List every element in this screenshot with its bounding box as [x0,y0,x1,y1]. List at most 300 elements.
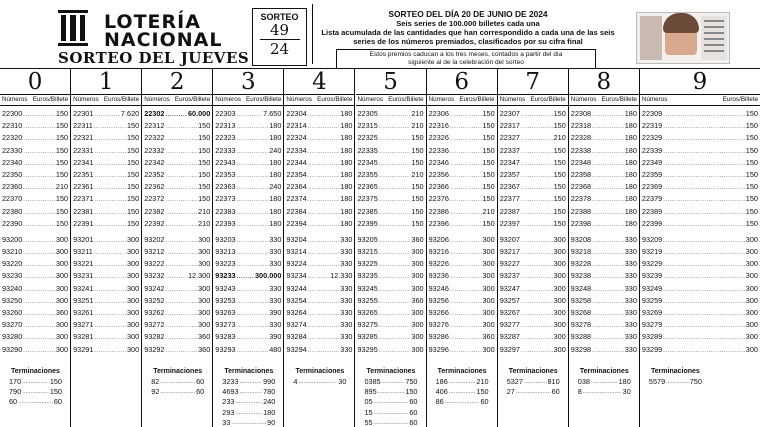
ticket-number: 22310 [2,121,23,131]
result-row [286,218,352,230]
dot-leader [23,133,55,145]
result-row [571,331,637,343]
final-digit: 1 [71,69,141,95]
result-row [144,246,210,258]
dot-leader [663,194,745,206]
prize-amount: 180 [269,121,282,131]
numbers-header: Números [215,96,241,103]
dot-leader [165,296,197,308]
prize-amount: 150 [482,145,495,155]
dot-leader [94,259,126,271]
result-row [642,258,758,270]
result-row [286,295,352,307]
prize-amount: 300 [198,283,211,293]
result-row [215,206,281,218]
terminacion-row [3,377,68,387]
result-rows [142,106,212,356]
result-row [571,319,637,331]
dot-leader [521,345,553,357]
result-row [215,157,281,169]
numbers-header: Números [144,96,170,103]
result-row [571,120,637,132]
euros-header: Euros/Billete [103,96,140,103]
terminacion-amount: 990 [263,377,276,386]
prize-amount: 150 [553,182,566,192]
result-row [571,246,637,258]
result-row [429,258,495,270]
dot-leader [23,271,55,283]
result-rows [0,106,70,356]
result-row [571,218,637,230]
ticket-number: 22377 [499,194,520,204]
ticket-number: 93218 [570,247,592,257]
terminacion-amount: 240 [263,397,276,407]
prize-amount: 330 [269,295,282,305]
prize-amount: 150 [482,157,495,167]
prize-amount: 300 [553,247,566,257]
prize-amount: 300 [127,295,140,305]
result-row [2,181,68,193]
prize-amount: 330 [269,283,282,293]
result-row [215,193,281,205]
prize-amount: 300 [411,308,424,317]
result-row [500,319,566,331]
prize-amount: 180 [340,194,353,204]
dot-leader [592,320,624,332]
dot-leader [308,320,340,332]
dot-leader [521,146,553,158]
result-row [500,307,566,319]
ticket-number: 93286 [428,332,449,342]
dot-leader [592,146,624,158]
result-row [358,270,424,282]
result-row [2,283,68,295]
final-digit: 2 [142,69,212,95]
ticket-number: 22369 [641,182,663,192]
prize-amount: 180 [269,218,282,228]
ticket-number: 93275 [357,320,378,330]
dot-leader [374,408,409,418]
dot-leader [592,332,624,344]
result-row [144,206,210,218]
result-row [215,120,281,132]
prize-amount: 300 [553,332,566,342]
ticket-number: 93281 [73,332,94,342]
ticket-number: 93254 [286,295,307,305]
dot-leader [23,345,55,357]
ticket-number: 22324 [286,133,307,143]
final-digit: 8 [569,69,639,95]
digit-column-8 [569,69,640,427]
dot-leader [94,296,126,308]
prize-amount: 150 [127,157,140,167]
prize-amount: 150 [482,169,495,179]
draw-info [318,10,618,46]
dot-leader [450,296,482,308]
result-row [286,145,352,157]
prize-amount: 330 [340,259,353,269]
result-row [286,307,352,319]
ticket-number: 22331 [73,145,94,155]
result-row [73,145,139,157]
prize-amount: 150 [55,145,69,155]
prize-amount: 180 [340,169,353,179]
prize-amount: 360 [198,344,211,354]
ticket-number: 93241 [73,283,94,293]
dot-leader [445,397,480,407]
result-row [500,157,566,169]
ticket-number: 93258 [570,295,592,305]
result-row [500,193,566,205]
terminacion-amount: 150 [49,377,62,386]
ticket-number: 22319 [641,121,663,131]
prize-amount: 300 [411,320,424,330]
result-row [286,319,352,331]
prize-amount: 150 [127,121,140,131]
result-row [358,145,424,157]
result-row [571,234,637,246]
digit-column-5 [356,69,427,427]
ticket-number: 22329 [641,133,663,143]
dot-leader [23,109,55,121]
dot-leader [592,121,624,133]
euros-header: Euros/Billete [530,96,566,103]
ticket-number: 22384 [286,206,307,216]
prize-amount: 330 [624,320,637,330]
prize-amount: 150 [198,157,211,167]
result-row [2,206,68,218]
digit-column-0 [0,69,71,427]
terminaciones-title: Terminaciones [11,368,60,375]
ticket-number: 93215 [357,247,378,257]
result-row [642,234,758,246]
result-row [73,206,139,218]
terminacion-row [359,397,424,407]
ticket-number: 93251 [73,295,94,305]
dot-leader [237,133,269,145]
dot-leader [450,345,482,357]
prize-amount: 210 [198,218,211,228]
ticket-number: 93252 [144,295,165,305]
dot-leader [308,345,340,357]
prize-amount: 300 [198,295,211,305]
result-row [358,295,424,307]
ticket-number: 93285 [357,332,378,342]
result-row [286,270,352,282]
dot-leader [592,308,624,320]
result-row [500,206,566,218]
dot-leader [94,207,126,219]
dot-leader [165,219,197,231]
dot-leader [308,207,340,219]
ticket-number: 93217 [499,247,520,257]
terminaciones [0,367,71,408]
terminacion-row [430,377,495,387]
result-row [500,270,566,282]
ticket-number: 93259 [641,295,663,305]
result-row [642,218,758,230]
ticket-number: 93238 [570,271,592,281]
dot-leader [521,109,553,121]
prize-amount: 150 [745,157,758,167]
result-row [2,344,68,356]
dot-leader [521,182,553,194]
prize-amount: 330 [340,332,353,342]
dot-leader [308,219,340,231]
prize-amount: 180 [624,194,637,204]
dot-leader [165,158,197,170]
result-row [144,331,210,343]
ticket-number: 93207 [499,234,520,244]
result-row [358,132,424,144]
ticket-number: 22375 [357,194,378,204]
ticket-number: 93242 [144,283,165,293]
dot-leader [449,387,476,397]
ticket-number: 22393 [215,218,236,228]
dot-leader [450,194,482,206]
numbers-header: Números [428,96,455,103]
ticket-number: 22335 [357,145,378,155]
dot-leader [450,121,482,133]
terminaciones [284,367,355,387]
result-row [500,344,566,356]
prize-amount: 300 [553,308,566,317]
result-row [144,218,210,230]
ticket-number: 22397 [499,218,520,228]
result-row [571,157,637,169]
dot-leader [165,308,197,320]
terminacion-amount: 180 [263,407,276,417]
ticket-number: 93208 [570,234,592,244]
terminacion-amount: 60 [409,417,418,427]
terminacion-number: 186 [435,377,448,386]
ticket-number: 93223 [215,259,236,269]
ticket-number: 93204 [286,234,307,244]
prize-amount: 150 [482,194,495,204]
final-digit: 9 [640,69,760,95]
dot-leader [237,158,269,170]
ticket-number: 93271 [73,320,94,330]
result-row [286,331,352,343]
dot-leader [308,194,340,206]
result-row [73,234,139,246]
result-row [215,218,281,230]
result-row [2,132,68,144]
prize-amount: 150 [745,169,758,179]
column-subheader [71,95,141,106]
result-row [358,181,424,193]
header [0,0,760,68]
result-row [642,206,758,218]
dot-leader [379,109,411,121]
prize-amount: 150 [745,182,758,192]
prize-amount: 300 [553,259,566,269]
ticket-number: 93248 [570,283,592,293]
ticket-number: 93224 [286,259,307,269]
dot-leader [94,158,126,170]
prize-amount: 330 [624,283,637,293]
terminacion-number: 4693 [222,387,239,397]
prize-amount: 150 [745,194,758,204]
result-row [571,270,637,282]
terminacion-amount: 750 [405,377,418,386]
dot-leader [379,170,411,182]
dot-leader [379,247,411,259]
prize-amount: 210 [198,206,211,216]
result-row [358,169,424,181]
dot-leader [592,235,624,247]
dot-leader [308,146,340,158]
ticket-number: 93262 [144,308,165,317]
ticket-number: 93263 [215,308,236,317]
result-row [642,108,758,120]
dot-leader [663,146,745,158]
ticket-number: 93233 [215,271,236,281]
result-row [144,169,210,181]
result-row [429,145,495,157]
dot-leader [379,219,411,231]
result-row [429,246,495,258]
prize-amount: 300 [198,247,211,257]
prize-amount: 330 [269,234,282,244]
terminacion-amount: 60 [53,397,62,407]
result-row [144,193,210,205]
prize-amount: 300 [482,271,495,281]
prize-amount: 300 [411,344,424,354]
terminacion-number: 406 [435,387,448,397]
prize-amount: 360 [55,308,69,317]
result-row [286,169,352,181]
dot-leader [521,332,553,344]
result-row [642,344,758,356]
prize-amount: 150 [55,218,69,228]
column-subheader [356,95,426,106]
result-row [215,283,281,295]
expiry-note-line-1: Estos premios caducan a los tres meses, contados a partir del día [369,51,563,58]
result-row [571,181,637,193]
dot-leader [521,194,553,206]
dot-leader [23,284,55,296]
prize-amount: 300 [198,320,211,330]
dot-leader [23,121,55,133]
dot-leader [308,121,340,133]
dot-leader [592,194,624,206]
prize-amount: 210 [55,182,69,192]
dot-leader [237,296,269,308]
result-row [642,295,758,307]
column-subheader [427,95,497,106]
dot-leader [94,320,126,332]
terminacion-number: 293 [222,407,235,417]
terminacion-row [287,377,352,387]
result-row [73,157,139,169]
prize-amount: 300 [482,259,495,269]
dot-leader [237,170,269,182]
ticket-number: 22305 [357,109,378,118]
prize-amount: 390 [269,332,282,342]
terminaciones [427,367,498,408]
prize-amount: 150 [411,194,424,204]
ticket-number: 93266 [428,308,449,317]
prize-amount: 300 [55,247,69,257]
dot-leader [450,158,482,170]
terminacion-number: 895 [364,387,377,397]
dot-leader [308,182,340,194]
prize-amount: 300 [127,344,140,354]
ticket-number: 93249 [641,283,663,293]
ticket-number: 93201 [73,234,94,244]
ticket-number: 22300 [2,109,23,118]
ticket-number: 22304 [286,109,307,118]
digit-column-7 [498,69,569,427]
dot-leader [379,207,411,219]
ticket-number: 93293 [215,344,236,354]
prize-amount: 150 [55,109,69,118]
result-row [215,295,281,307]
prize-amount: 300 [127,234,140,244]
result-row [642,283,758,295]
dot-leader [94,271,126,283]
prize-amount: 300.000 [255,271,282,281]
ticket-number: 93240 [2,283,23,293]
terminacion-row [430,397,495,407]
result-row [73,295,139,307]
final-digit: 4 [284,69,354,95]
terminaciones-title: Terminaciones [295,368,345,375]
terminacion-amount: 60 [480,397,489,407]
dot-leader [591,377,618,387]
dot-leader [237,109,263,121]
dot-leader [379,194,411,206]
numbers-header: Números [570,96,597,103]
prize-amount: 300 [127,332,140,342]
result-row [642,120,758,132]
dot-leader [379,308,411,320]
result-row [2,193,68,205]
dot-leader [382,377,405,387]
result-row [500,283,566,295]
terminacion-amount: 210 [476,377,489,386]
terminacion-row [145,387,210,397]
result-row [571,307,637,319]
result-row [215,270,281,282]
ticket-number: 22379 [641,194,663,204]
ticket-number: 22328 [570,133,592,143]
terminacion-number: 86 [435,397,444,407]
prize-amount: 150 [482,133,495,143]
terminacion-row [572,387,637,397]
draw-desc-1: Lista acumulada de las cantidades que han correspondido a cada una de las seis [321,28,615,37]
result-row [429,270,495,282]
result-row [144,319,210,331]
result-row [500,331,566,343]
dot-leader [308,271,329,283]
ticket-number: 22332 [144,145,165,155]
ticket-number: 93290 [2,344,23,354]
ticket-number: 93298 [570,344,592,354]
ticket-number: 93295 [357,344,378,354]
ticket-number: 22373 [215,194,236,204]
ticket-number: 93247 [499,283,520,293]
ticket-number: 93273 [215,320,236,330]
prize-amount: 180 [340,157,353,167]
terminaciones [356,367,427,427]
prize-amount: 150 [745,121,758,131]
prize-amount: 150 [745,133,758,143]
result-row [73,344,139,356]
digit-column-4 [284,69,355,427]
prize-amount: 180 [269,157,282,167]
